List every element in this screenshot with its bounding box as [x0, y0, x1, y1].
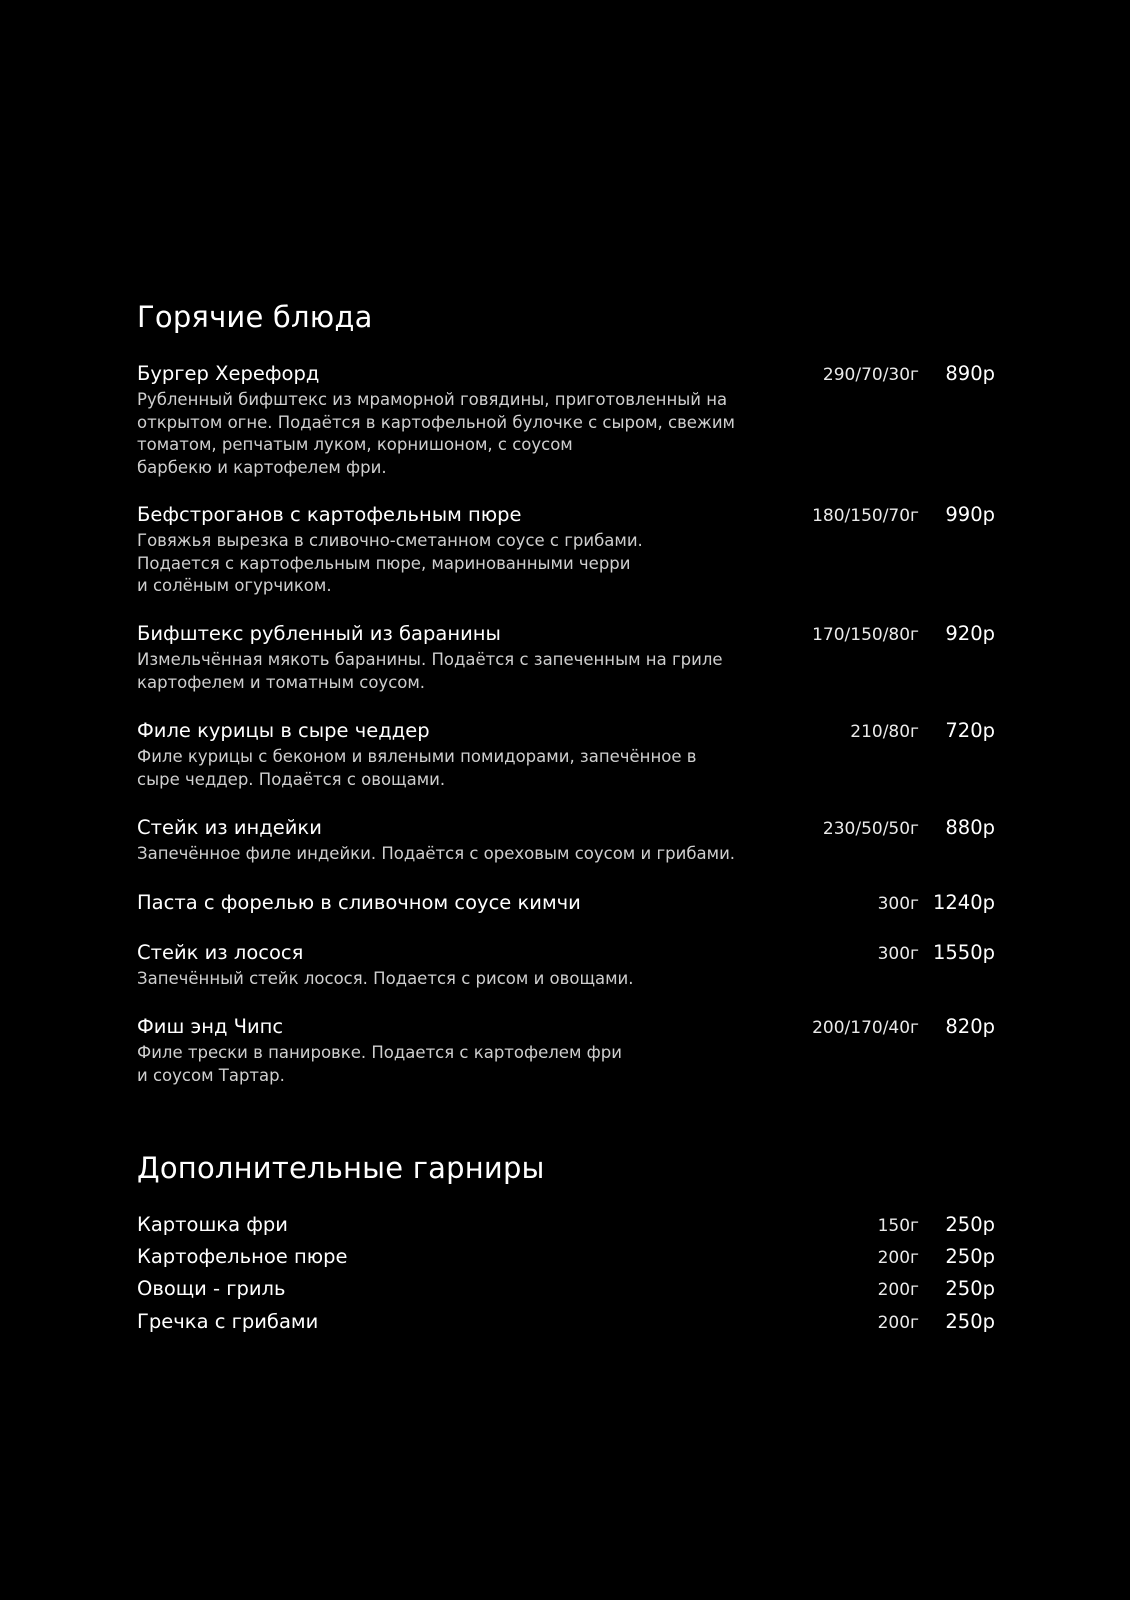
side-price: 250р: [945, 1277, 995, 1300]
side-weight: 200г: [877, 1313, 919, 1333]
dish-description: [137, 530, 797, 598]
dish-weight: 290/70/30г: [822, 365, 919, 385]
dish-description-line: Запечённое филе индейки. Подаётся с ореховым соусом и грибами.: [137, 844, 736, 863]
dish-weight: 300г: [877, 894, 919, 914]
menu-item: [137, 719, 995, 791]
menu-item: [137, 1015, 995, 1087]
menu-item: [137, 622, 995, 694]
dish-name: Стейк из индейки: [137, 816, 322, 839]
dish-description: [137, 649, 797, 694]
section-title-hot-dishes: Горячие блюда: [137, 300, 373, 334]
dish-name: Бефстроганов с картофельным пюре: [137, 503, 522, 526]
side-name: Картошка фри: [137, 1213, 288, 1236]
menu-item: [137, 941, 995, 991]
dish-name: Стейк из лосося: [137, 941, 304, 964]
dish-price: 820р: [945, 1015, 995, 1038]
dish-name: Паста с форелью в сливочном соусе кимчи: [137, 891, 581, 914]
menu-item-header: [137, 816, 995, 842]
dish-weight: 230/50/50г: [822, 819, 919, 839]
side-price: 250р: [945, 1310, 995, 1333]
side-item: [137, 1213, 995, 1239]
dish-name: Бургер Херефорд: [137, 362, 320, 385]
dish-price: 880р: [945, 816, 995, 839]
dish-description: [137, 1042, 797, 1087]
dish-description-line: томатом, репчатым луком, корнишоном, с соусом: [137, 435, 573, 454]
side-item: [137, 1310, 995, 1336]
dish-name: Бифштекс рубленный из баранины: [137, 622, 501, 645]
dish-price: 920р: [945, 622, 995, 645]
side-price: 250р: [945, 1245, 995, 1268]
side-weight: 150г: [877, 1216, 919, 1236]
menu-item-header: [137, 362, 995, 388]
dish-weight: 300г: [877, 944, 919, 964]
dish-description: [137, 746, 797, 791]
dish-price: 890р: [945, 362, 995, 385]
menu-item: [137, 891, 995, 917]
menu-page: [137, 0, 995, 1600]
side-name: Картофельное пюре: [137, 1245, 348, 1268]
side-weight: 200г: [877, 1248, 919, 1268]
dish-description-line: и соусом Тартар.: [137, 1065, 285, 1085]
dish-description-line: сыре чеддер. Подаётся с овощами.: [137, 769, 446, 789]
dish-description-line: картофелем и томатным соусом.: [137, 672, 426, 692]
dish-description-line: открытом огне. Подаётся в картофельной булочке с сыром, свежим: [137, 412, 735, 432]
dish-description-line: Говяжья вырезка в сливочно-сметанном соусе с грибами.: [137, 531, 643, 550]
dish-weight: 180/150/70г: [812, 506, 919, 526]
dish-price: 720р: [945, 719, 995, 742]
dish-weight: 210/80г: [850, 722, 919, 742]
dish-description-line: Филе трески в панировке. Подается с картофелем фри: [137, 1043, 622, 1062]
side-item: [137, 1245, 995, 1271]
menu-item-header: [137, 719, 995, 745]
dish-weight: 170/150/80г: [812, 625, 919, 645]
dish-price: 990р: [945, 503, 995, 526]
side-item: [137, 1277, 995, 1303]
dish-description-line: Рубленный бифштекс из мраморной говядины, приготовленный на: [137, 390, 728, 409]
dish-description: [137, 968, 797, 991]
dish-description-line: Филе курицы с беконом и вялеными помидорами, запечённое в: [137, 747, 697, 766]
dish-price: 1550р: [932, 941, 995, 964]
dish-description-line: барбекю и картофелем фри.: [137, 457, 387, 477]
menu-item-header: [137, 1015, 995, 1041]
menu-item-header: [137, 941, 995, 967]
menu-item-header: [137, 503, 995, 529]
menu-item: [137, 362, 995, 479]
menu-item-header: [137, 891, 995, 917]
side-item-row: [137, 1310, 995, 1336]
dish-description-line: и солёным огурчиком.: [137, 576, 332, 595]
dish-description-line: Подается с картофельным пюре, маринованными черри: [137, 553, 631, 573]
side-item-row: [137, 1277, 995, 1303]
side-name: Гречка с грибами: [137, 1310, 319, 1333]
dish-description-line: Запечённый стейк лосося. Подается с рисом и овощами.: [137, 969, 634, 988]
dish-name: Фиш энд Чипс: [137, 1015, 284, 1038]
dish-description: [137, 843, 797, 866]
dish-weight: 200/170/40г: [812, 1018, 919, 1038]
dish-description-line: Измельчённая мякоть баранины. Подаётся с запеченным на гриле: [137, 650, 723, 669]
side-name: Овощи - гриль: [137, 1277, 286, 1300]
dish-description: [137, 389, 797, 479]
menu-item: [137, 503, 995, 598]
side-item-row: [137, 1213, 995, 1239]
dish-price: 1240р: [932, 891, 995, 914]
dish-name: Филе курицы в сыре чеддер: [137, 719, 430, 742]
side-weight: 200г: [877, 1280, 919, 1300]
side-item-row: [137, 1245, 995, 1271]
menu-item: [137, 816, 995, 866]
section-title-side-dishes: Дополнительные гарниры: [137, 1151, 545, 1185]
side-price: 250р: [945, 1213, 995, 1236]
menu-item-header: [137, 622, 995, 648]
